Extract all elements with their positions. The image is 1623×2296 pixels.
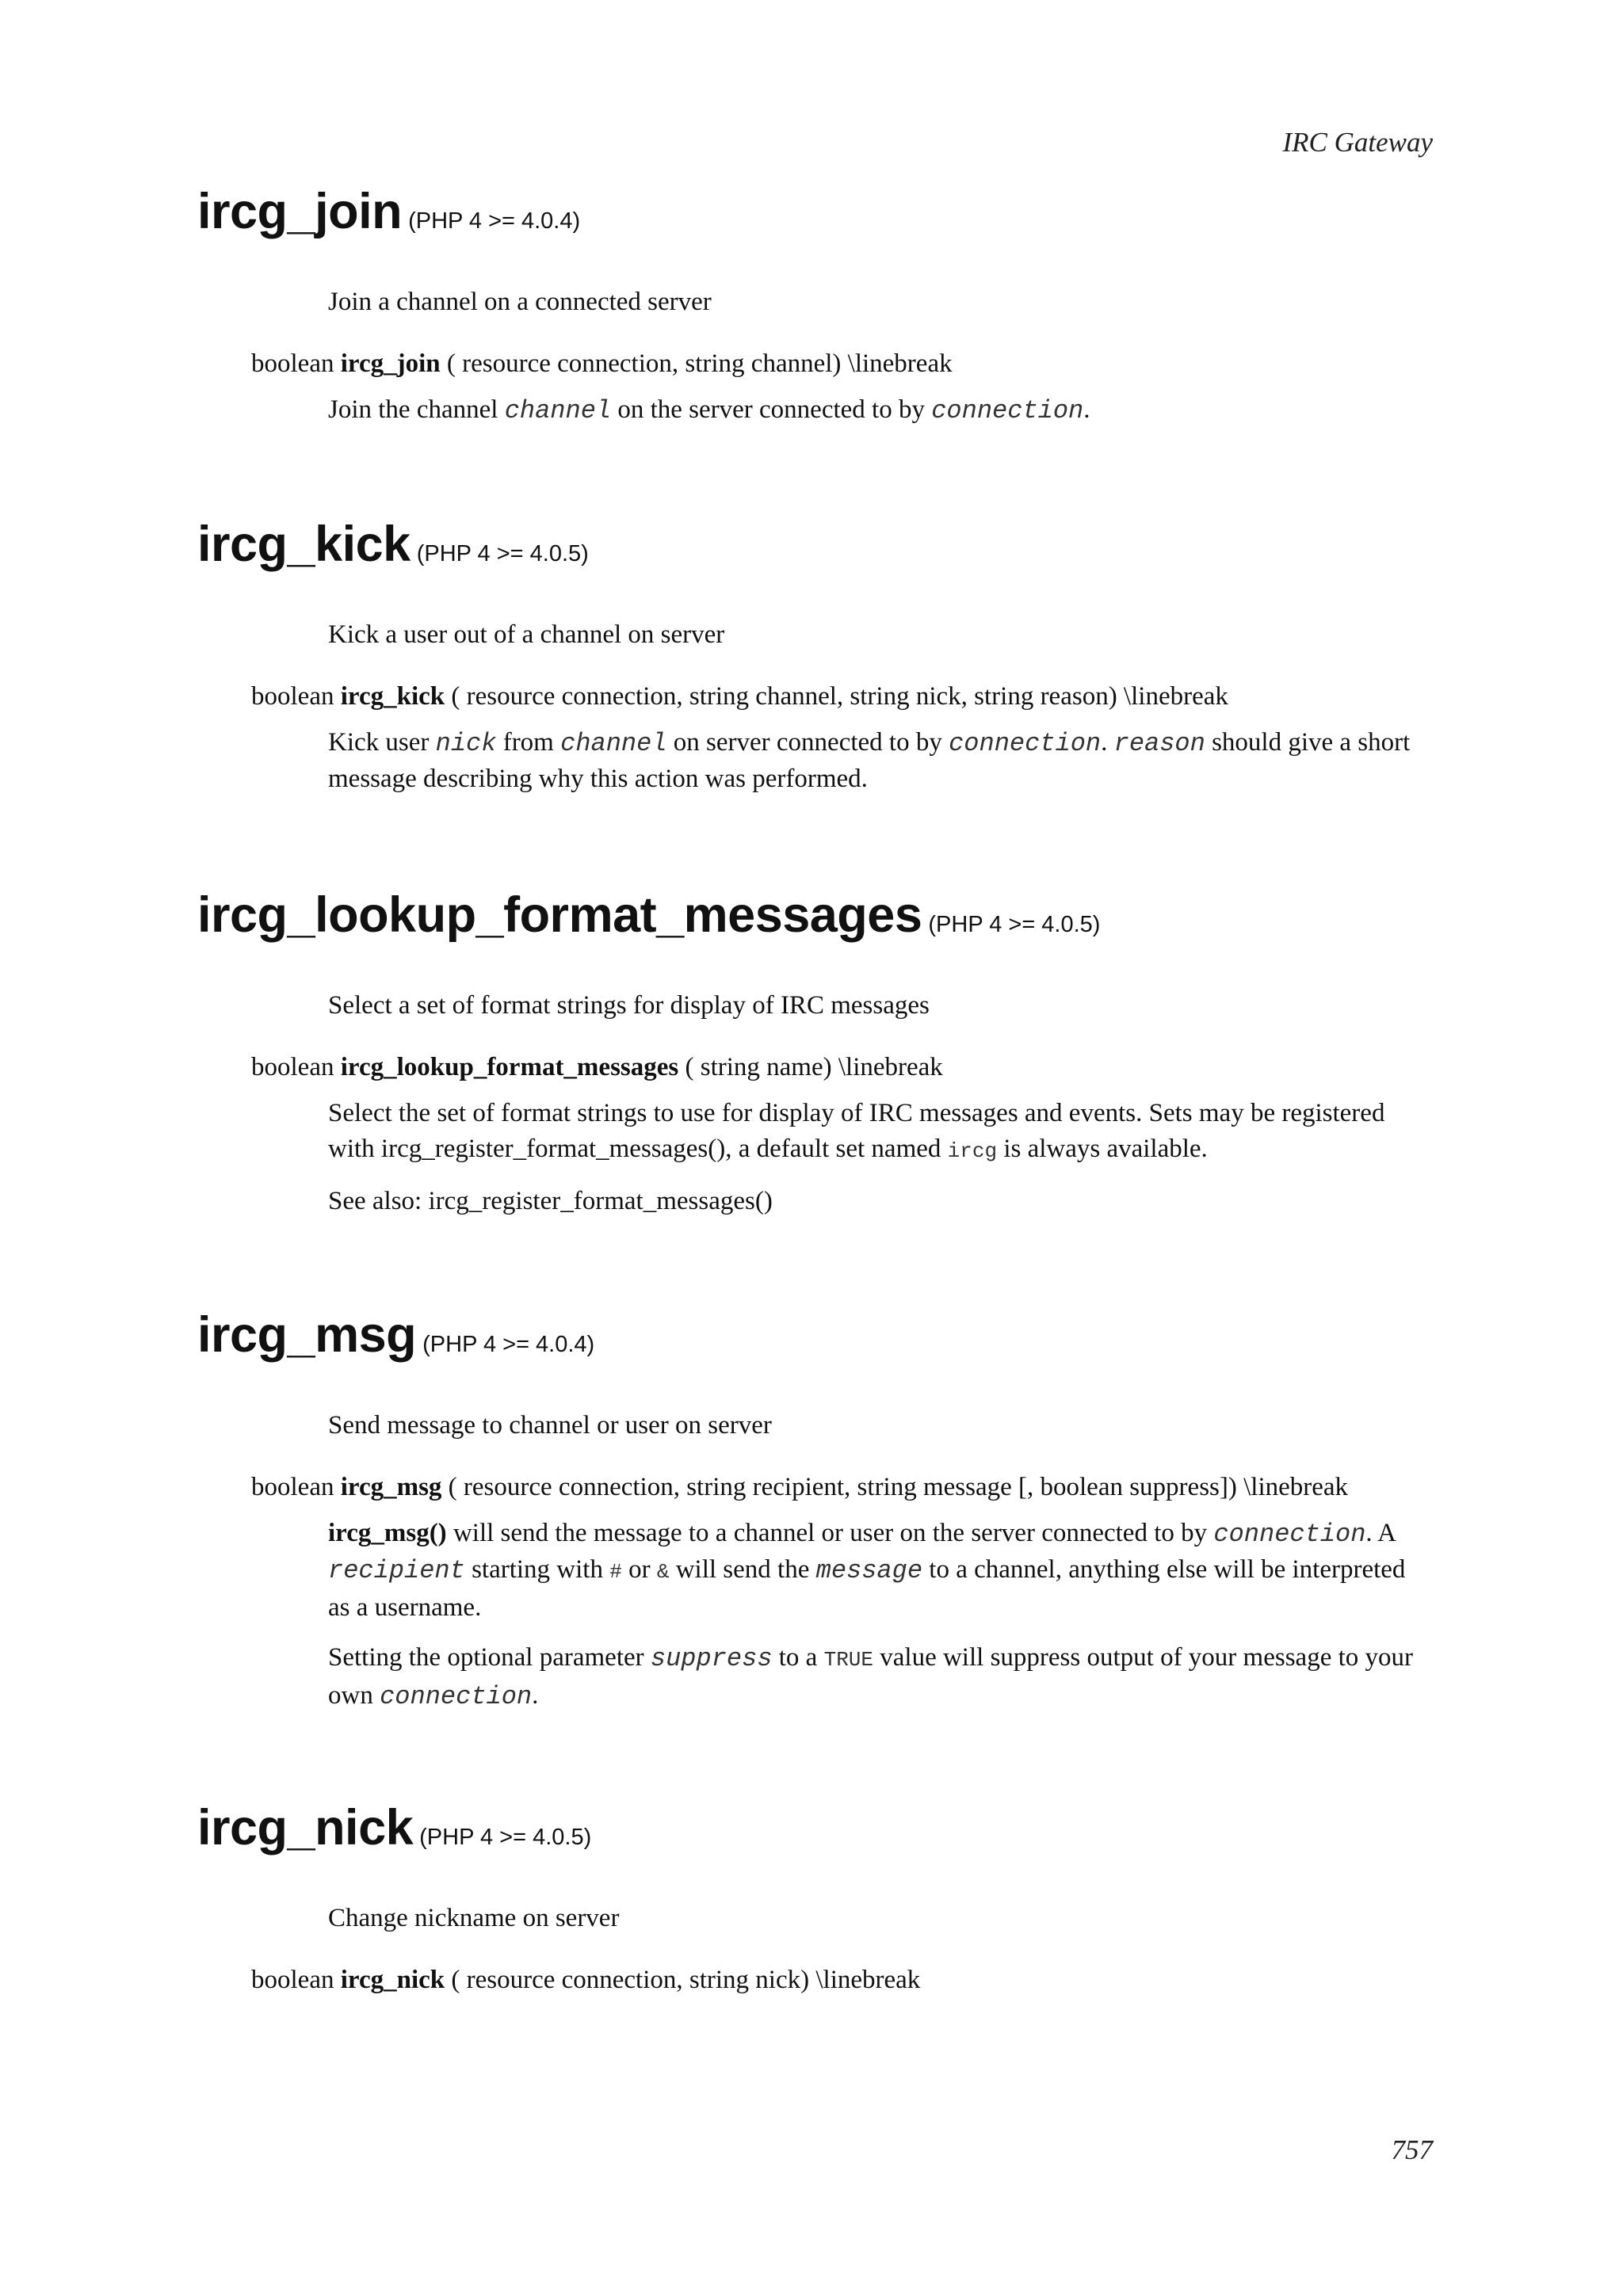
desc-text: to a [778, 1643, 818, 1672]
function-name: ircg_msg [197, 1307, 417, 1363]
function-reference: ircg_msg() [328, 1519, 447, 1547]
param-connection: connection [931, 396, 1084, 425]
page-number: 757 [1391, 2134, 1433, 2165]
return-type: boolean [251, 349, 334, 378]
desc-text: or [628, 1555, 651, 1584]
param-channel: channel [560, 729, 667, 758]
literal-ircg: ircg [947, 1139, 998, 1163]
synopsis-params: ( resource connection, string channel, string nick, string reason) \linebreak [451, 682, 1228, 711]
desc-text: value will suppress output of your message to your own [328, 1643, 1413, 1710]
description [328, 1096, 1431, 1169]
synopsis-name: ircg_lookup_format_messages [340, 1053, 679, 1081]
desc-text: . [1083, 395, 1090, 424]
desc-text: . [1101, 728, 1108, 757]
description [328, 392, 1431, 429]
purpose: Select a set of format strings for display of IRC messages [328, 991, 930, 1020]
param-connection: connection [1213, 1520, 1366, 1549]
desc-text: on server connected to by [673, 728, 942, 757]
synopsis [251, 346, 1434, 381]
purpose: Kick a user out of a channel on server [328, 620, 725, 649]
synopsis [251, 679, 1434, 714]
version-label: (PHP 4 >= 4.0.4) [422, 1332, 595, 1357]
desc-text: Join the channel [328, 395, 498, 424]
synopsis-name: ircg_nick [340, 1966, 445, 1994]
description [328, 725, 1431, 797]
purpose: Send message to channel or user on server [328, 1411, 772, 1440]
entry-ircg-msg [197, 1307, 1434, 1714]
param-connection: connection [380, 1682, 533, 1711]
desc-text: . [532, 1681, 539, 1710]
entry-title [197, 1800, 1434, 1855]
desc-text: will send the [675, 1555, 810, 1584]
desc-text: Select the set of format strings to use for display of IRC messages and events. Sets may be registered with ircg_register_format_messages(), a default set named [328, 1099, 1385, 1163]
function-name: ircg_nick [197, 1800, 414, 1855]
entry-title [197, 184, 1434, 239]
desc-text: Kick user [328, 728, 430, 757]
param-connection: connection [949, 729, 1102, 758]
version-label: (PHP 4 >= 4.0.5) [416, 541, 589, 566]
desc-text: will send the message to a channel or user on the server connected to by [453, 1519, 1208, 1547]
entry-ircg-kick [197, 517, 1434, 797]
synopsis-name: ircg_join [340, 349, 441, 378]
version-label: (PHP 4 >= 4.0.5) [928, 912, 1101, 937]
version-label: (PHP 4 >= 4.0.5) [419, 1825, 592, 1850]
param-suppress: suppress [650, 1644, 773, 1673]
literal-amp: & [656, 1560, 670, 1584]
entry-title [197, 887, 1434, 943]
return-type: boolean [251, 1473, 334, 1501]
desc-text: starting with [472, 1555, 603, 1584]
entry-ircg-join [197, 184, 1434, 429]
synopsis-params: ( resource connection, string nick) \linebreak [451, 1966, 921, 1994]
entry-ircg-nick [197, 1800, 1434, 1997]
desc-text: should give a short message describing why this action was performed. [328, 728, 1411, 793]
desc-text: on the server connected to by [617, 395, 925, 424]
return-type: boolean [251, 1053, 334, 1081]
entry-ircg-lookup-format-messages [197, 887, 1434, 1219]
entry-title [197, 517, 1434, 572]
version-label: (PHP 4 >= 4.0.4) [408, 208, 581, 234]
literal-hash: # [609, 1560, 622, 1584]
desc-text: from [502, 728, 554, 757]
synopsis [251, 1050, 1434, 1085]
synopsis [251, 1470, 1434, 1505]
desc-text: Setting the optional parameter [328, 1643, 644, 1672]
synopsis-params: ( resource connection, string channel) \linebreak [446, 349, 953, 378]
synopsis [251, 1962, 1434, 1997]
synopsis-name: ircg_msg [340, 1473, 442, 1501]
param-recipient: recipient [328, 1556, 465, 1585]
literal-true: TRUE [823, 1648, 874, 1672]
desc-text: to a channel, anything else will be interpreted as a username. [328, 1555, 1406, 1622]
function-name: ircg_lookup_format_messages [197, 887, 922, 943]
description-suppress [328, 1640, 1431, 1714]
return-type: boolean [251, 682, 334, 711]
purpose: Join a channel on a connected server [328, 288, 712, 316]
param-reason: reason [1113, 729, 1205, 758]
desc-text: . A [1365, 1519, 1396, 1547]
see-also: See also: ircg_register_format_messages() [328, 1187, 773, 1215]
param-nick: nick [435, 729, 497, 758]
synopsis-params: ( string name) \linebreak [685, 1053, 943, 1081]
synopsis-params: ( resource connection, string recipient, string message [, boolean suppress]) \linebreak [448, 1473, 1349, 1501]
desc-text: is always available. [1003, 1135, 1208, 1163]
function-name: ircg_join [197, 184, 403, 239]
param-message: message [815, 1556, 923, 1585]
param-channel: channel [504, 396, 612, 425]
return-type: boolean [251, 1966, 334, 1994]
function-name: ircg_kick [197, 517, 411, 572]
purpose: Change nickname on server [328, 1904, 620, 1932]
description [328, 1516, 1431, 1626]
entry-title [197, 1307, 1434, 1363]
running-header: IRC Gateway [1282, 127, 1433, 158]
synopsis-name: ircg_kick [340, 682, 445, 711]
